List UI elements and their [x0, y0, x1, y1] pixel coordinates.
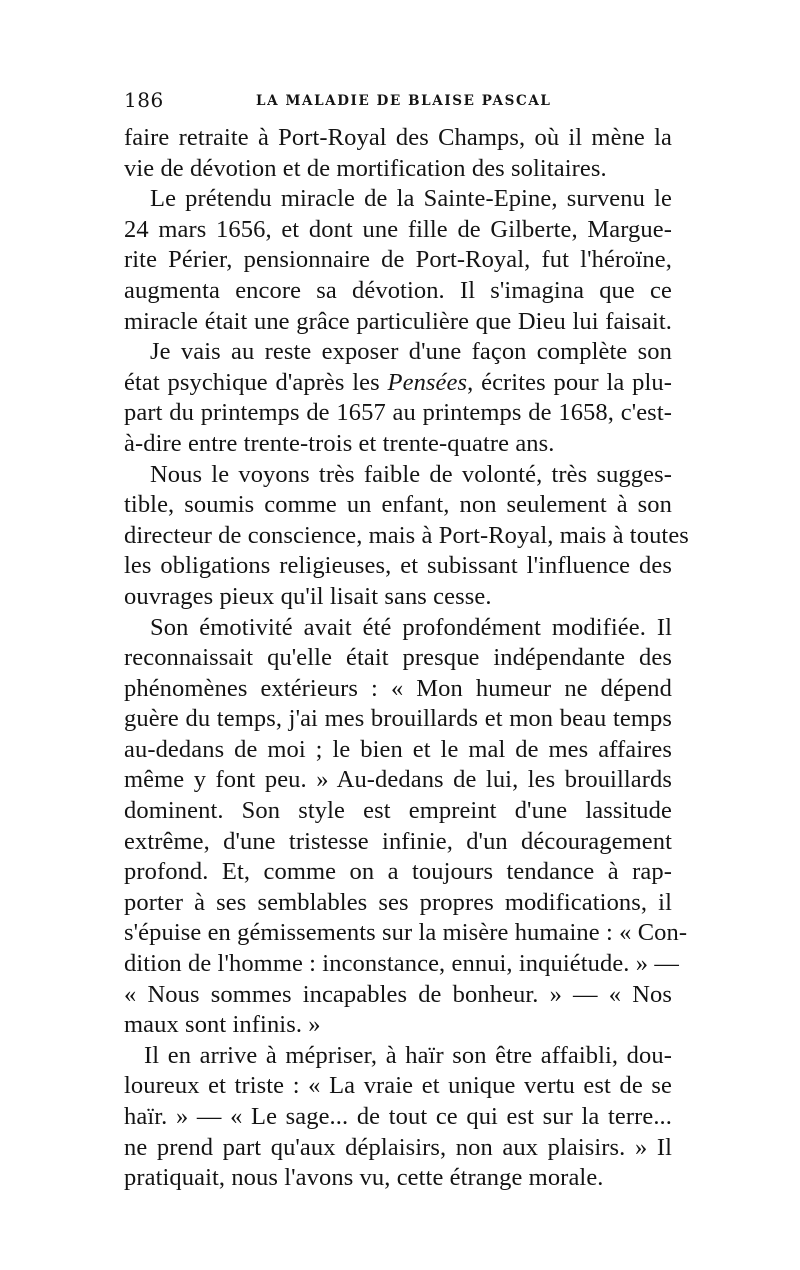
text-line: maux sont infinis. »	[124, 1011, 321, 1039]
text-line: extrême, d'une tristesse infinie, d'un découragement	[124, 827, 672, 855]
text-line: dominent. Son style est empreint d'une lassitude	[124, 797, 672, 825]
text-line: s'épuise en gémissements sur la misère humaine : « Con-	[124, 919, 688, 947]
text-line: haïr. » — « Le sage... de tout ce qui est sur la terre...	[124, 1103, 672, 1130]
text-line: profond. Et, comme on a toujours tendance à rap-	[124, 858, 672, 886]
paragraph-start-line: Je vais au reste exposer d'une façon complète son	[150, 338, 672, 366]
text-fragment: état psychique d'après les	[124, 368, 388, 396]
running-title: LA MALADIE DE BLAISE PASCAL	[256, 93, 552, 109]
text-line: ouvrages pieux qu'il lisait sans cesse.	[124, 582, 492, 610]
text-line: phénomènes extérieurs : « Mon humeur ne dépend	[124, 674, 672, 702]
paragraph-start-line: Son émotivité avait été profondément modifiée. Il	[150, 613, 672, 641]
text-line: pratiquait, nous l'avons vu, cette étrange morale.	[124, 1164, 604, 1192]
text-fragment: , écrites pour la plu-	[467, 368, 672, 396]
text-line: à-dire entre trente-trois et trente-quatre ans.	[124, 429, 555, 457]
page-number: 186	[124, 88, 164, 112]
text-line: « Nous sommes incapables de bonheur. » — « Nos	[124, 980, 672, 1008]
text-line: même y font peu. » Au-dedans de lui, les brouillards	[124, 766, 672, 794]
paragraph-start-line: Le prétendu miracle de la Sainte-Epine, survenu le	[150, 185, 672, 213]
text-line: rite Périer, pensionnaire de Port-Royal, fut l'héroïne,	[124, 246, 672, 274]
paragraph-start-line: Nous le voyons très faible de volonté, très sugges-	[150, 460, 672, 488]
text-line: les obligations religieuses, et subissant l'influence des	[124, 552, 672, 580]
page-header	[124, 86, 672, 116]
text-line: miracle était une grâce particulière que Dieu lui faisait.	[124, 307, 672, 335]
text-line: dition de l'homme : inconstance, ennui, inquiétude. » —	[124, 950, 679, 978]
text-line-with-italic	[124, 368, 672, 399]
text-line: ne prend part qu'aux déplaisirs, non aux plaisirs. » Il	[124, 1133, 672, 1161]
text-line: augmenta encore sa dévotion. Il s'imagina que ce	[124, 276, 672, 304]
paragraph-start-line: Il en arrive à mépriser, à haïr son être affaibli, dou-	[144, 1041, 672, 1069]
text-line: guère du temps, j'ai mes brouillards et mon beau temps	[124, 705, 672, 733]
text-line: porter à ses semblables ses propres modifications, il	[124, 888, 672, 916]
text-line: 24 mars 1656, et dont une fille de Gilberte, Margue-	[124, 215, 672, 243]
italic-title: Pensées	[387, 368, 468, 396]
text-line: reconnaissait qu'elle était presque indépendante des	[124, 644, 672, 672]
text-line: vie de dévotion et de mortification des solitaires.	[124, 154, 607, 182]
text-line: tible, soumis comme un enfant, non seulement à son	[124, 491, 672, 519]
text-line: faire retraite à Port-Royal des Champs, où il mène la	[124, 124, 672, 151]
body-text	[124, 123, 689, 1194]
text-line: loureux et triste : « La vraie et unique vertu est de se	[124, 1072, 672, 1100]
text-line: au-dedans de moi ; le bien et le mal de mes affaires	[124, 735, 672, 763]
text-line: part du printemps de 1657 au printemps de 1658, c'est-	[124, 399, 672, 427]
text-line: directeur de conscience, mais à Port-Royal, mais à toutes	[124, 521, 689, 549]
